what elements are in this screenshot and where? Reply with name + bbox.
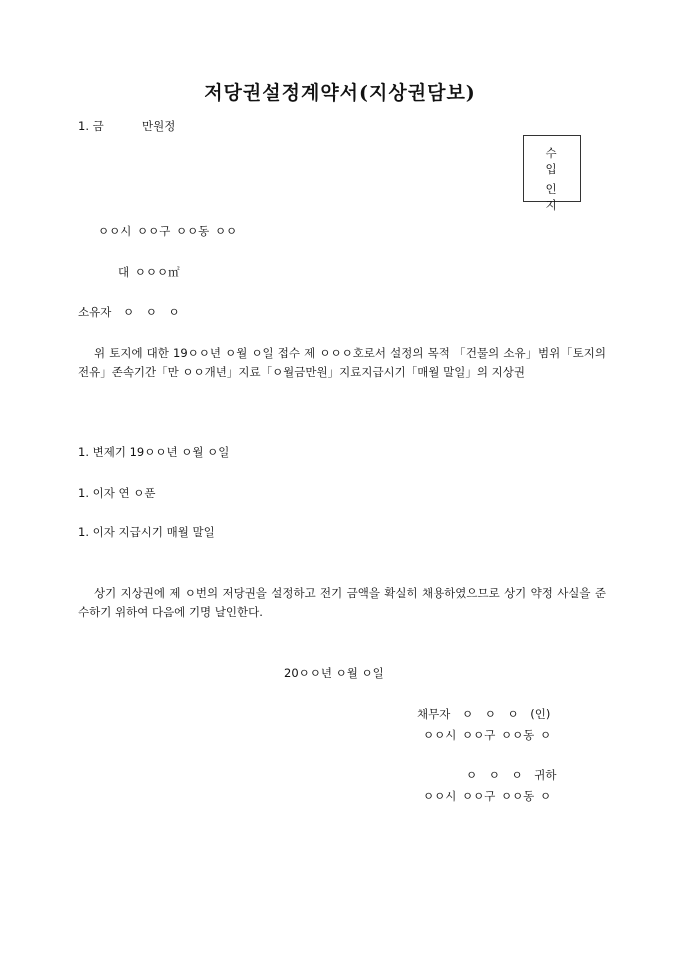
- superficies-description: 위 토지에 대한 19ㅇㅇ년 ㅇ월 ㅇ일 접수 제 ㅇㅇㅇ호로서 설정의 목적 「건물의 소유」범위「토지의 전유」존속기간「만 ㅇㅇ개년」지료「ㅇ월금만원」지료지급시기「매월 말일」의 지상권: [78, 346, 606, 379]
- revenue-stamp-box: [523, 135, 581, 212]
- debtor-name-line: 채무자 ㅇ ㅇ ㅇ (인): [417, 707, 551, 721]
- clause-interest-payment: 1. 이자 지급시기 매월 말일: [78, 525, 215, 539]
- document-title: 저당권설정계약서(지상권담보): [204, 82, 476, 104]
- owner-line: 소유자 ㅇ ㅇ ㅇ: [78, 305, 180, 319]
- land-address: ㅇㅇ시 ㅇㅇ구 ㅇㅇ동 ㅇㅇ: [98, 224, 238, 238]
- contract-date: 20ㅇㅇ년 ㅇ월 ㅇ일: [284, 666, 384, 680]
- debtor-address: ㅇㅇ시 ㅇㅇ구 ㅇㅇ동 ㅇ: [423, 728, 552, 742]
- clause-repayment-date: 1. 변제기 19ㅇㅇ년 ㅇ월 ㅇ일: [78, 445, 230, 459]
- stamp-line-1: 수입: [545, 146, 571, 176]
- stamp-line-2: 인지: [545, 182, 571, 212]
- recipient-name-line: ㅇ ㅇ ㅇ 귀하: [466, 768, 557, 782]
- clause-interest-rate: 1. 이자 연 ㅇ푼: [78, 486, 156, 500]
- land-area: 대 ㅇㅇㅇ㎡: [118, 265, 180, 279]
- agreement-statement: 상기 지상권에 제 ㅇ번의 저당권을 설정하고 전기 금액을 확실히 채용하였으므로 상기 약정 사실을 준수하기 위하여 다음에 기명 날인한다.: [78, 586, 606, 619]
- recipient-address: ㅇㅇ시 ㅇㅇ구 ㅇㅇ동 ㅇ: [423, 789, 552, 803]
- amount-value: 만원정: [142, 119, 176, 133]
- amount-label: 1. 금: [78, 119, 104, 133]
